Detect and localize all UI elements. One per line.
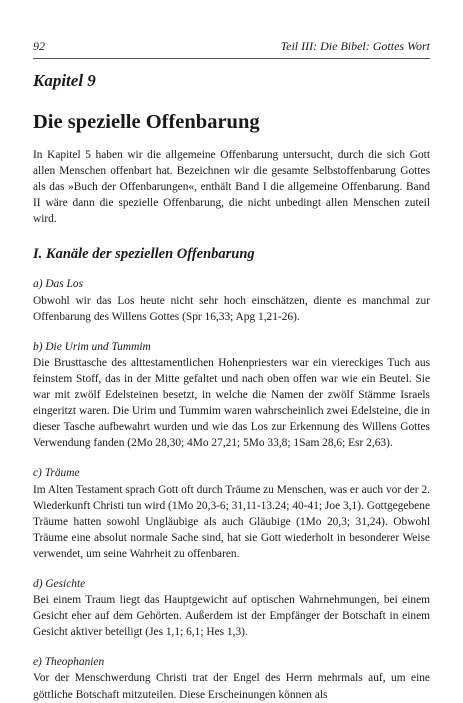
subsection-body-theophanien: Vor der Menschwerdung Christi trat der Engel des Herrn mehrmals auf, um eine göttliche Botschaft mitzuteilen. Diese Erscheinungen können als	[33, 672, 430, 701]
header-rule	[33, 58, 430, 59]
page-content	[33, 70, 430, 703]
running-title: Teil III: Die Bibel: Gottes Wort	[280, 39, 430, 53]
page-title: Die spezielle Offenbarung	[33, 111, 260, 133]
chapter-label: Kapitel 9	[33, 71, 96, 90]
subsection-heading-los: a) Das Los	[33, 278, 84, 291]
subsection-body-gesichte: Bei einem Traum liegt das Hauptgewicht auf optischen Wahrnehmungen, bei einem Gesicht eher auf dem Gehörten. Außerdem ist der Empfänger der Botschaft in einem Gesicht aktiver beteiligt (Jes 1,1; 6,1; Hes 1,3).	[33, 594, 430, 639]
subsection-heading-urim: b) Die Urim und Tummim	[33, 340, 151, 353]
page-header	[33, 39, 430, 55]
subsection-heading-traeume: c) Träume	[33, 467, 80, 480]
intro-paragraph: In Kapitel 5 haben wir die allgemeine Offenbarung untersucht, durch die sich Gott allen Menschen offenbart hat. Bezeichnen wir die gesamte Selbstoffenbarung Gottes als das »Buch der Offenbarungen«, enthält Band I die allgemeine Offenbarung. Band II wäre dann die spezielle Offenbarung, die nicht unbedingt allen Menschen zuteil wird.	[33, 149, 430, 226]
subsection-heading-gesichte: d) Gesichte	[33, 577, 86, 590]
subsection-body-los: Obwohl wir das Los heute nicht sehr hoch einschätzen, diente es manchmal zur Offenbarung des Willens Gottes (Spr 16,33; Apg 1,21-26).	[33, 294, 430, 323]
subsection-body-traeume: Im Alten Testament sprach Gott oft durch Träume zu Menschen, was er auch vor der 2. Wiederkunft Christi tun wird (1Mo 20,3-6; 31,11-13.24; 40-41; Joe 3,1). Gottgegebene Träume hatten sowohl Ungläubige als auch Gläubige (1Mo 20,3; 31,24). Obwohl Träume eine absolut normale Sache sind, hat sie Gott wiederholt in besonderer Weise verwendet, um seine Wahrheit zu offenbaren.	[33, 483, 430, 560]
subsection-heading-theophanien: e) Theophanien	[33, 656, 105, 669]
section-heading: I. Kanäle der speziellen Offenbarung	[33, 246, 255, 263]
page-number: 92	[33, 39, 45, 53]
subsection-body-urim: Die Brusttasche des alttestamentlichen Hohenpriesters war ein viereckiges Tuch aus feinstem Stoff, das in der Mitte gefaltet und nach oben offen war wie ein Beutel. Sie war mit zwölf Edelsteinen besetzt, in welche die Namen der zwölf Stämme Israels eingeritzt waren. Die Urim und Tummim waren wahrscheinlich zwei Edelsteine, die in dieser Tasche aufbewahrt wurden und wie das Los zur Erkennung des Willens Gottes Verwendung fanden (2Mo 28,30; 4Mo 27,21; 5Mo 33,8; 1Sam 28,6; Esr 2,63).	[33, 356, 430, 450]
